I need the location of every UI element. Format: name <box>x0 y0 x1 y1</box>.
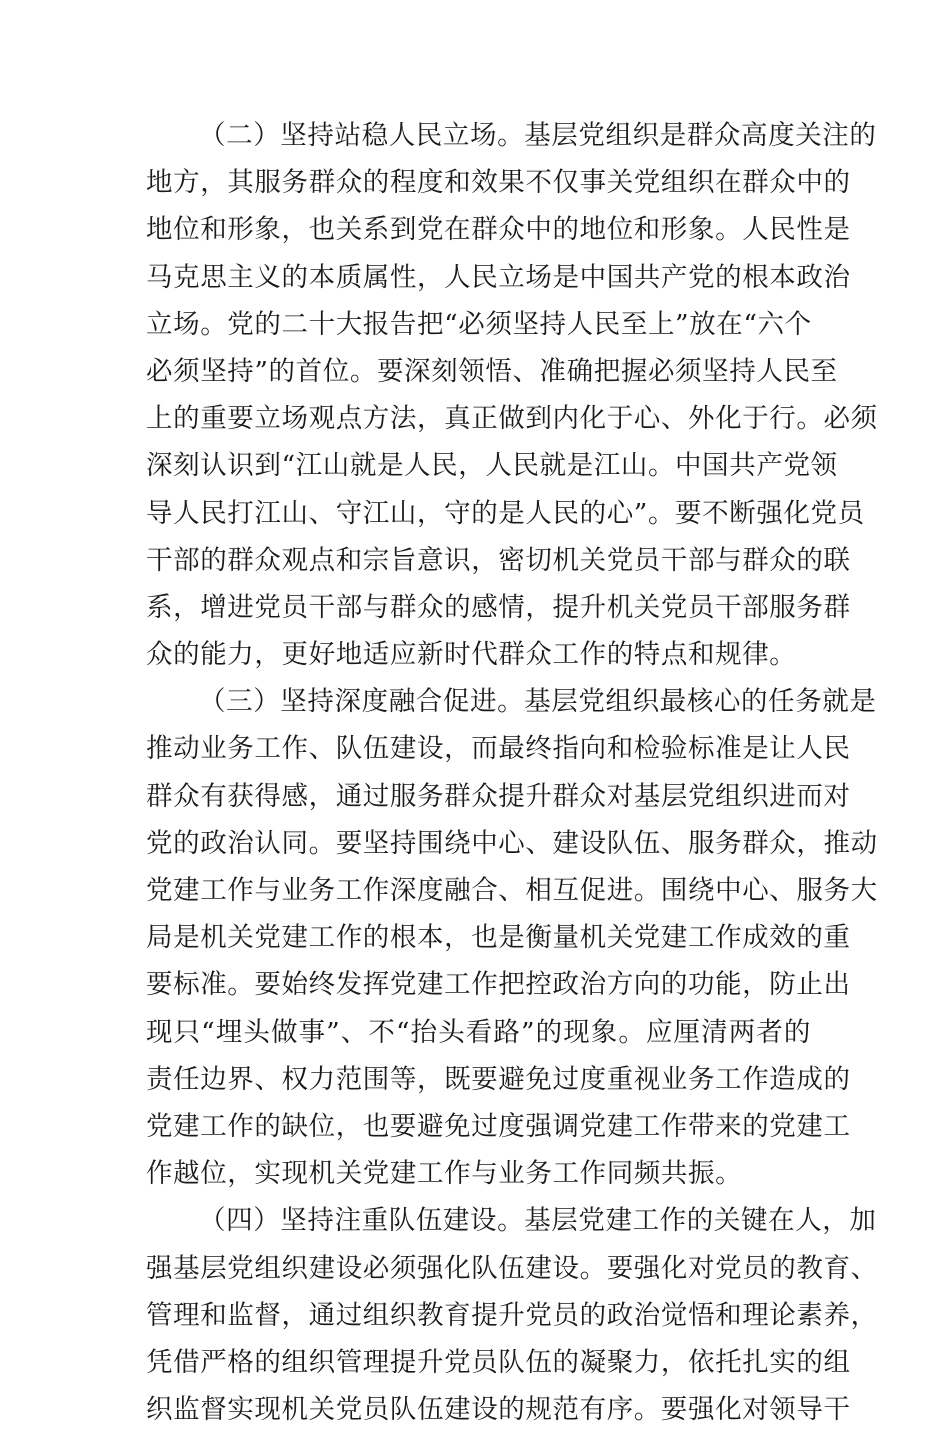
text-line: 众的能力，更好地适应新时代群众工作的特点和规律。 <box>146 639 797 671</box>
text-line: 地方，其服务群众的程度和效果不仅事关党组织在群众中的 <box>146 167 851 199</box>
text-line: 党的政治认同。要坚持围绕中心、建设队伍、服务群众，推动 <box>146 827 878 859</box>
text-line: 党建工作的缺位，也要避免过度强调党建工作带来的党建工 <box>146 1110 851 1142</box>
text-line: 深刻认识到“江山就是人民，人民就是江山。中国共产党领 <box>146 450 838 482</box>
text-line: 要标准。要始终发挥党建工作把控政治方向的功能，防止出 <box>146 969 851 1001</box>
text-line: 作越位，实现机关党建工作与业务工作同频共振。 <box>146 1158 743 1190</box>
text-line: 地位和形象，也关系到党在群众中的地位和形象。人民性是 <box>146 214 851 246</box>
text-line: 上的重要立场观点方法，真正做到内化于心、外化于行。必须 <box>146 403 878 435</box>
text-line: （三）坚持深度融合促进。基层党组织最核心的任务就是 <box>199 686 877 718</box>
text-line: 群众有获得感，通过服务群众提升群众对基层党组织进而对 <box>146 780 851 812</box>
text-line: 马克思主义的本质属性，人民立场是中国共产党的根本政治 <box>146 261 851 293</box>
text-line: 责任边界、权力范围等，既要避免过度重视业务工作造成的 <box>146 1063 851 1095</box>
text-line: 干部的群众观点和宗旨意识，密切机关党员干部与群众的联 <box>146 544 851 576</box>
text-line: （二）坚持站稳人民立场。基层党组织是群众高度关注的 <box>199 120 877 151</box>
text-line: 导人民打江山、守江山，守的是人民的心”。要不断强化党员 <box>146 497 865 529</box>
text-line: 系，增进党员干部与群众的感情，提升机关党员干部服务群 <box>146 591 851 623</box>
text-line: （四）坚持注重队伍建设。基层党建工作的关键在人，加 <box>199 1205 877 1237</box>
text-line: 现只“埋头做事”、不“抬头看路”的现象。应厘清两者的 <box>146 1016 811 1048</box>
body-text <box>146 118 878 1439</box>
text-line: 强基层党组织建设必须强化队伍建设。要强化对党员的教育、 <box>146 1252 878 1284</box>
text-line: 局是机关党建工作的根本，也是衡量机关党建工作成效的重 <box>146 922 851 954</box>
text-line: 立场。党的二十大报告把“必须坚持人民至上”放在“六个 <box>146 308 812 340</box>
text-line: 织监督实现机关党员队伍建设的规范有序。要强化对领导干 <box>146 1394 851 1426</box>
text-line: 管理和监督，通过组织教育提升党员的政治觉悟和理论素养， <box>146 1299 878 1331</box>
text-line: 推动业务工作、队伍建设，而最终指向和检验标准是让人民 <box>146 733 851 765</box>
text-line: 必须坚持”的首位。要深刻领悟、准确把握必须坚持人民至 <box>146 355 838 387</box>
text-line: 凭借严格的组织管理提升党员队伍的凝聚力，依托扎实的组 <box>146 1346 851 1378</box>
text-line: 党建工作与业务工作深度融合、相互促进。围绕中心、服务大 <box>146 875 878 906</box>
